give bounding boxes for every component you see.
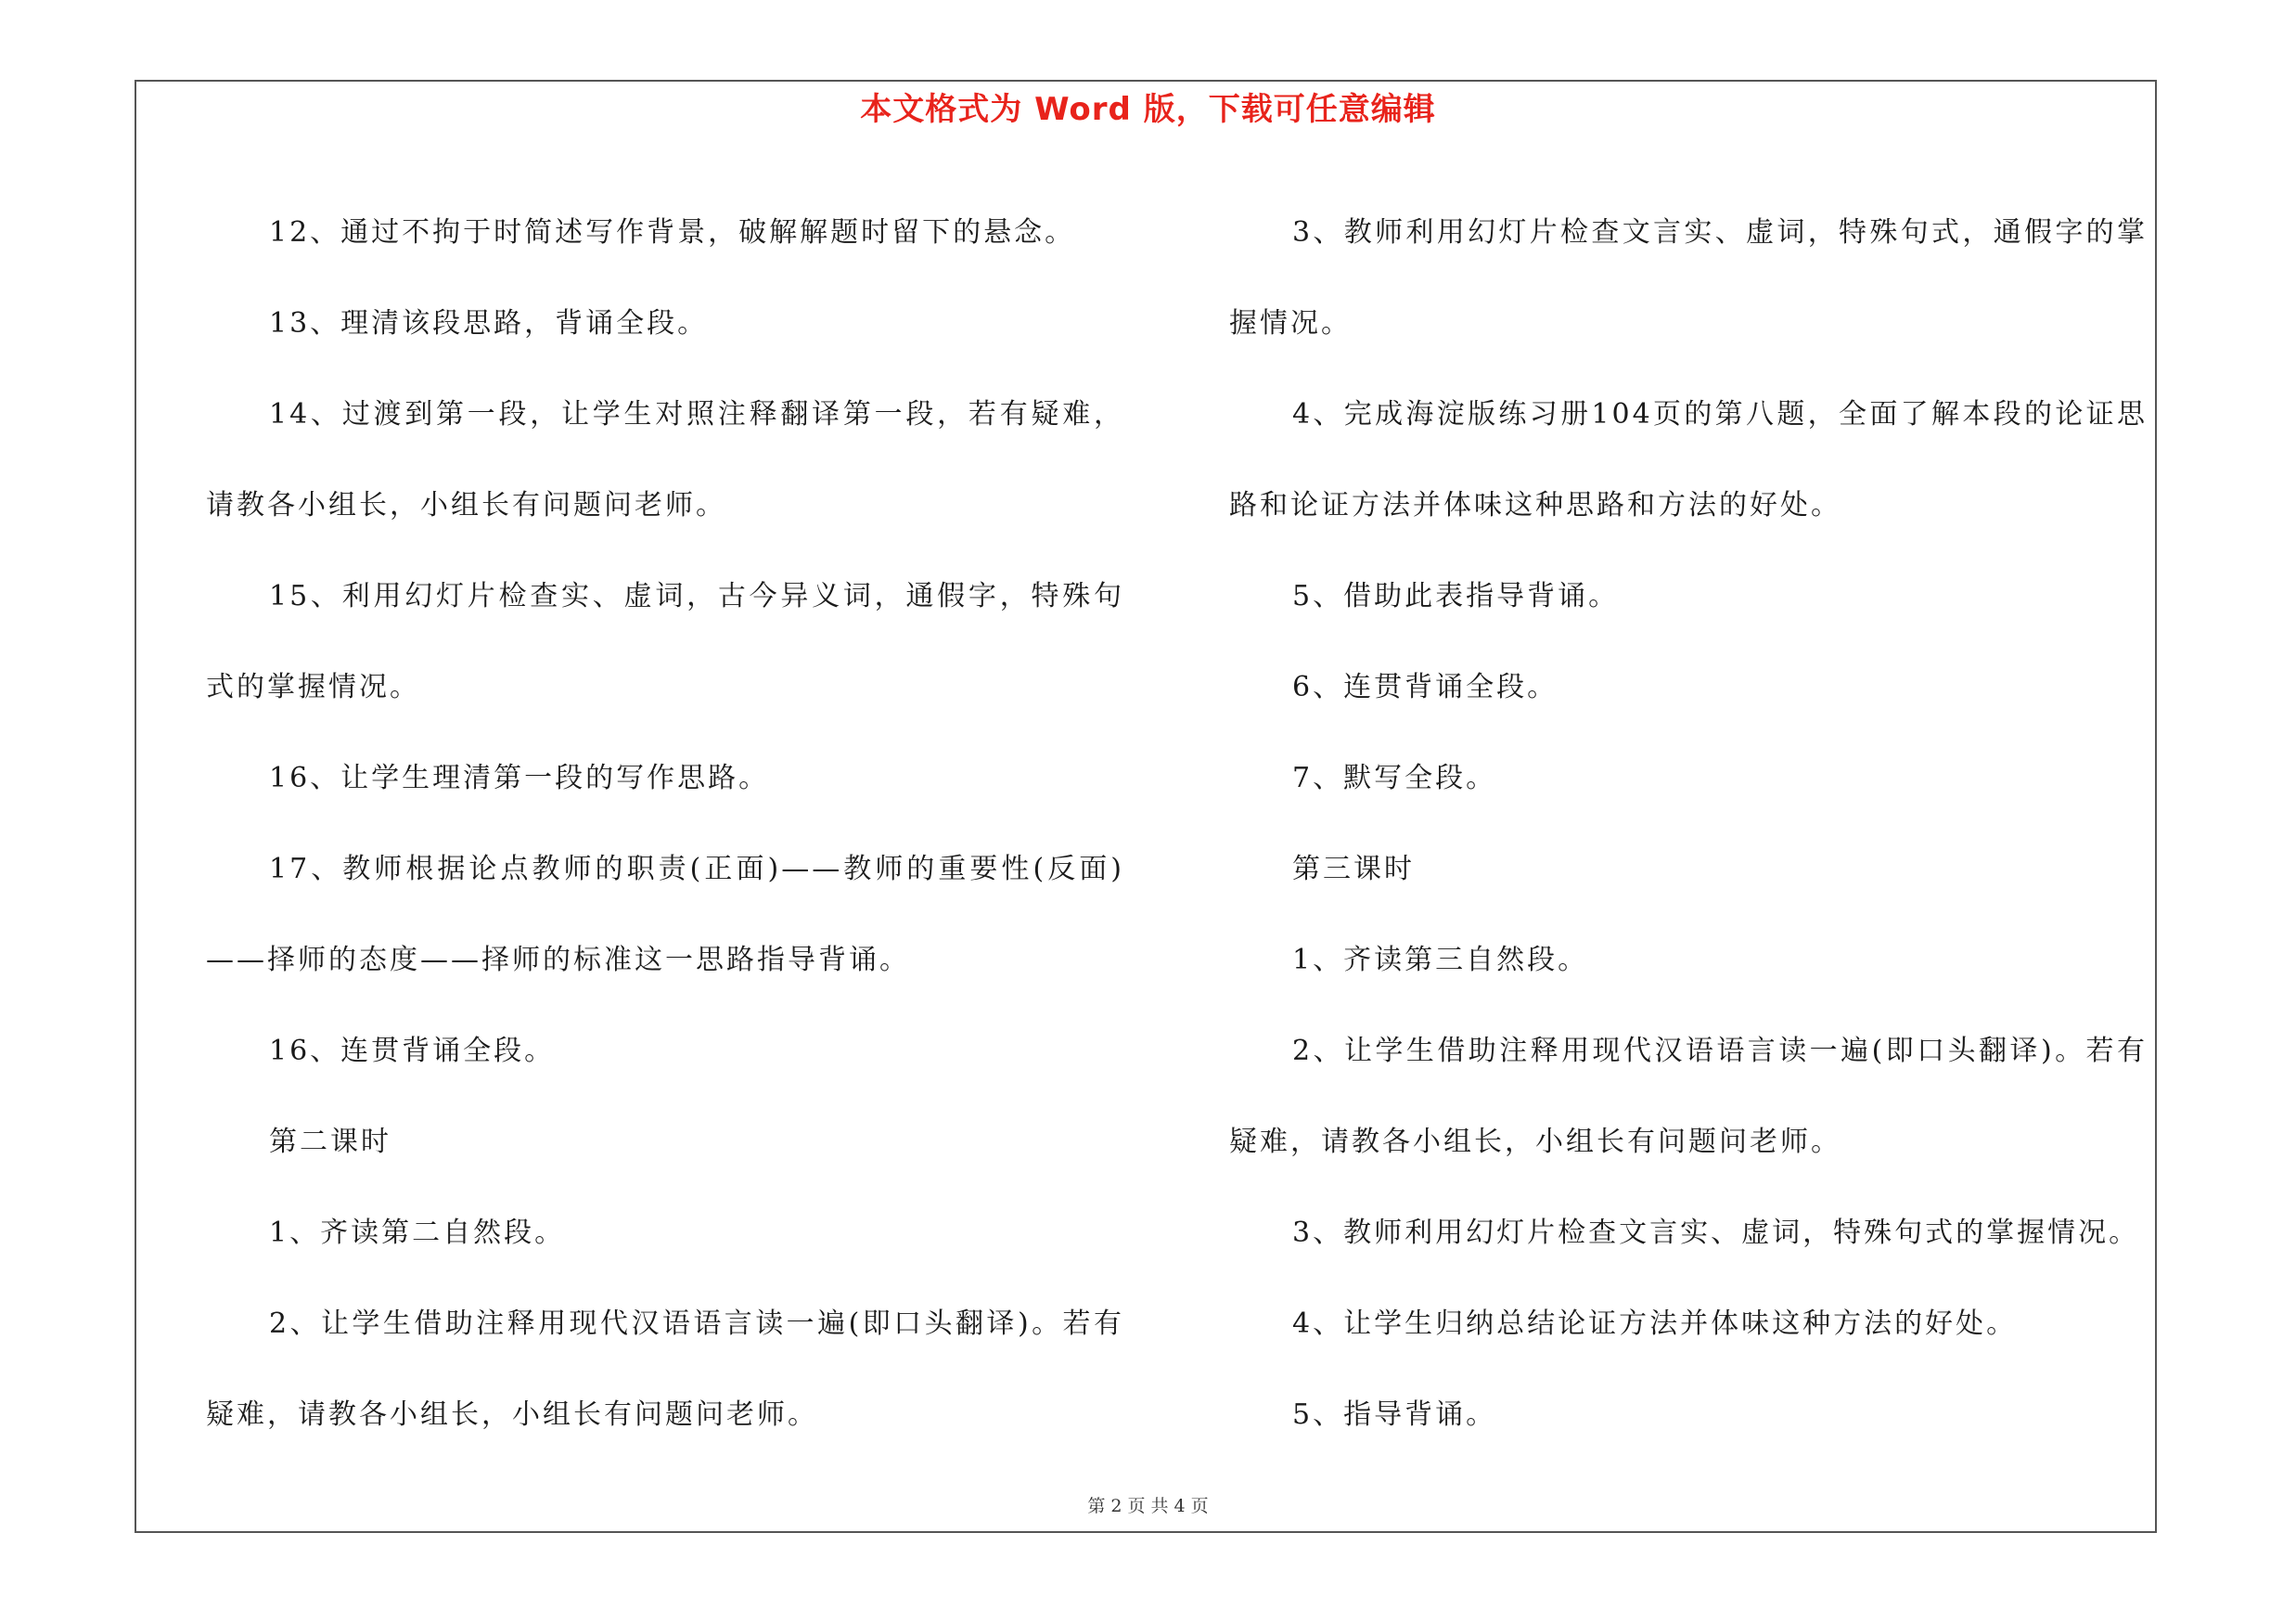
paragraph: 3、教师利用幻灯片检查文言实、虚词，特殊句式的掌握情况。	[1292, 1217, 2140, 1249]
section-heading: 第二课时	[269, 1126, 391, 1158]
paragraph: 14、过渡到第一段，让学生对照注释翻译第一段，若有疑难，请教各小组长，小组长有问题问老师。	[206, 398, 1124, 522]
paragraph: 2、让学生借助注释用现代汉语语言读一遍(即口头翻译)。若有疑难，请教各小组长，小组长有问题问老师。	[1229, 1035, 2148, 1158]
paragraph: 4、完成海淀版练习册104页的第八题，全面了解本段的论证思路和论证方法并体味这种思路和方法的好处。	[1229, 398, 2148, 522]
paragraph: 7、默写全段。	[1292, 762, 1497, 794]
paragraph: 16、连贯背诵全段。	[269, 1035, 556, 1067]
paragraph: 17、教师根据论点教师的职责(正面)——教师的重要性(反面)——择师的态度——择师的标准这一思路指导背诵。	[206, 853, 1124, 976]
paragraph: 2、让学生借助注释用现代汉语语言读一遍(即口头翻译)。若有疑难，请教各小组长，小组长有问题问老师。	[206, 1307, 1124, 1431]
format-banner: 本文格式为 Word 版，下载可任意编辑	[860, 91, 1436, 128]
paragraph: 15、利用幻灯片检查实、虚词，古今异义词，通假字，特殊句式的掌握情况。	[206, 580, 1124, 703]
paragraph: 5、指导背诵。	[1292, 1398, 1497, 1431]
paragraph: 13、理清该段思路，背诵全段。	[269, 307, 709, 340]
section-heading: 第三课时	[1292, 853, 1415, 885]
page-number-footer: 第 2 页 共 4 页	[1087, 1496, 1209, 1516]
paragraph: 3、教师利用幻灯片检查文言实、虚词，特殊句式，通假字的掌握情况。	[1229, 216, 2148, 340]
paragraph: 12、通过不拘于时简述写作背景，破解解题时留下的悬念。	[269, 216, 1076, 249]
paragraph: 1、齐读第三自然段。	[1292, 944, 1589, 976]
right-column	[1229, 187, 2148, 1461]
paragraph: 16、让学生理清第一段的写作思路。	[269, 762, 770, 794]
left-column	[206, 187, 1124, 1461]
paragraph: 1、齐读第二自然段。	[269, 1217, 566, 1249]
paragraph: 4、让学生归纳总结论证方法并体味这种方法的好处。	[1292, 1307, 2018, 1340]
paragraph: 5、借助此表指导背诵。	[1292, 580, 1620, 612]
paragraph: 6、连贯背诵全段。	[1292, 671, 1558, 703]
